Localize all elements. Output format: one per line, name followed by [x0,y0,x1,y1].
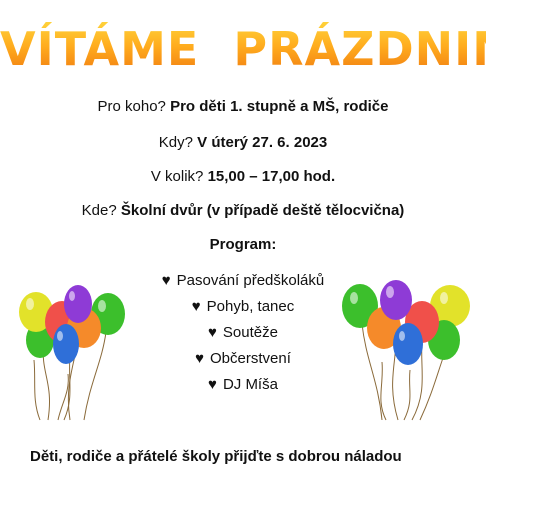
program-item: ♥ Pohyb, tanec [191,298,295,315]
where-line [0,202,486,219]
where-label: Kde? [81,202,117,219]
balloon-purple [380,280,412,320]
program-item: ♥ Občerstvení [195,350,291,367]
heart-icon: ♥ [208,324,217,341]
who-label: Pro koho? [97,98,166,115]
balloons-right-illustration [338,280,474,422]
heart-icon: ♥ [161,272,171,289]
balloon-blue [53,324,79,364]
program-item: ♥ Pasování předškoláků [161,272,325,289]
when-value: V úterý 27. 6. 2023 [197,134,328,151]
heart-icon: ♥ [191,298,201,315]
balloon-blue [393,323,423,365]
time-value: 15,00 – 17,00 hod. [207,168,336,185]
program-heading: Program: [209,236,277,253]
time-line [0,168,486,185]
page-title: VÍTÁME PRÁZDNINY [0,22,546,76]
balloon-purple [64,285,92,323]
who-line [0,98,486,115]
where-value: Školní dvůr (v případě deště tělocvična) [120,202,405,219]
when-line [0,134,486,151]
who-value: Pro děti 1. stupně a MŠ, rodiče [170,98,389,115]
program-item: ♥ DJ Míša [208,376,278,393]
when-label: Kdy? [158,134,193,151]
heart-icon: ♥ [208,376,217,393]
time-label: V kolik? [150,168,204,185]
balloons-left-illustration [14,282,130,422]
heart-icon: ♥ [195,350,205,367]
program-item: ♥ Soutěže [208,324,278,341]
footer-message: Děti, rodiče a přátelé školy přijďte s dobrou náladou [30,448,402,465]
